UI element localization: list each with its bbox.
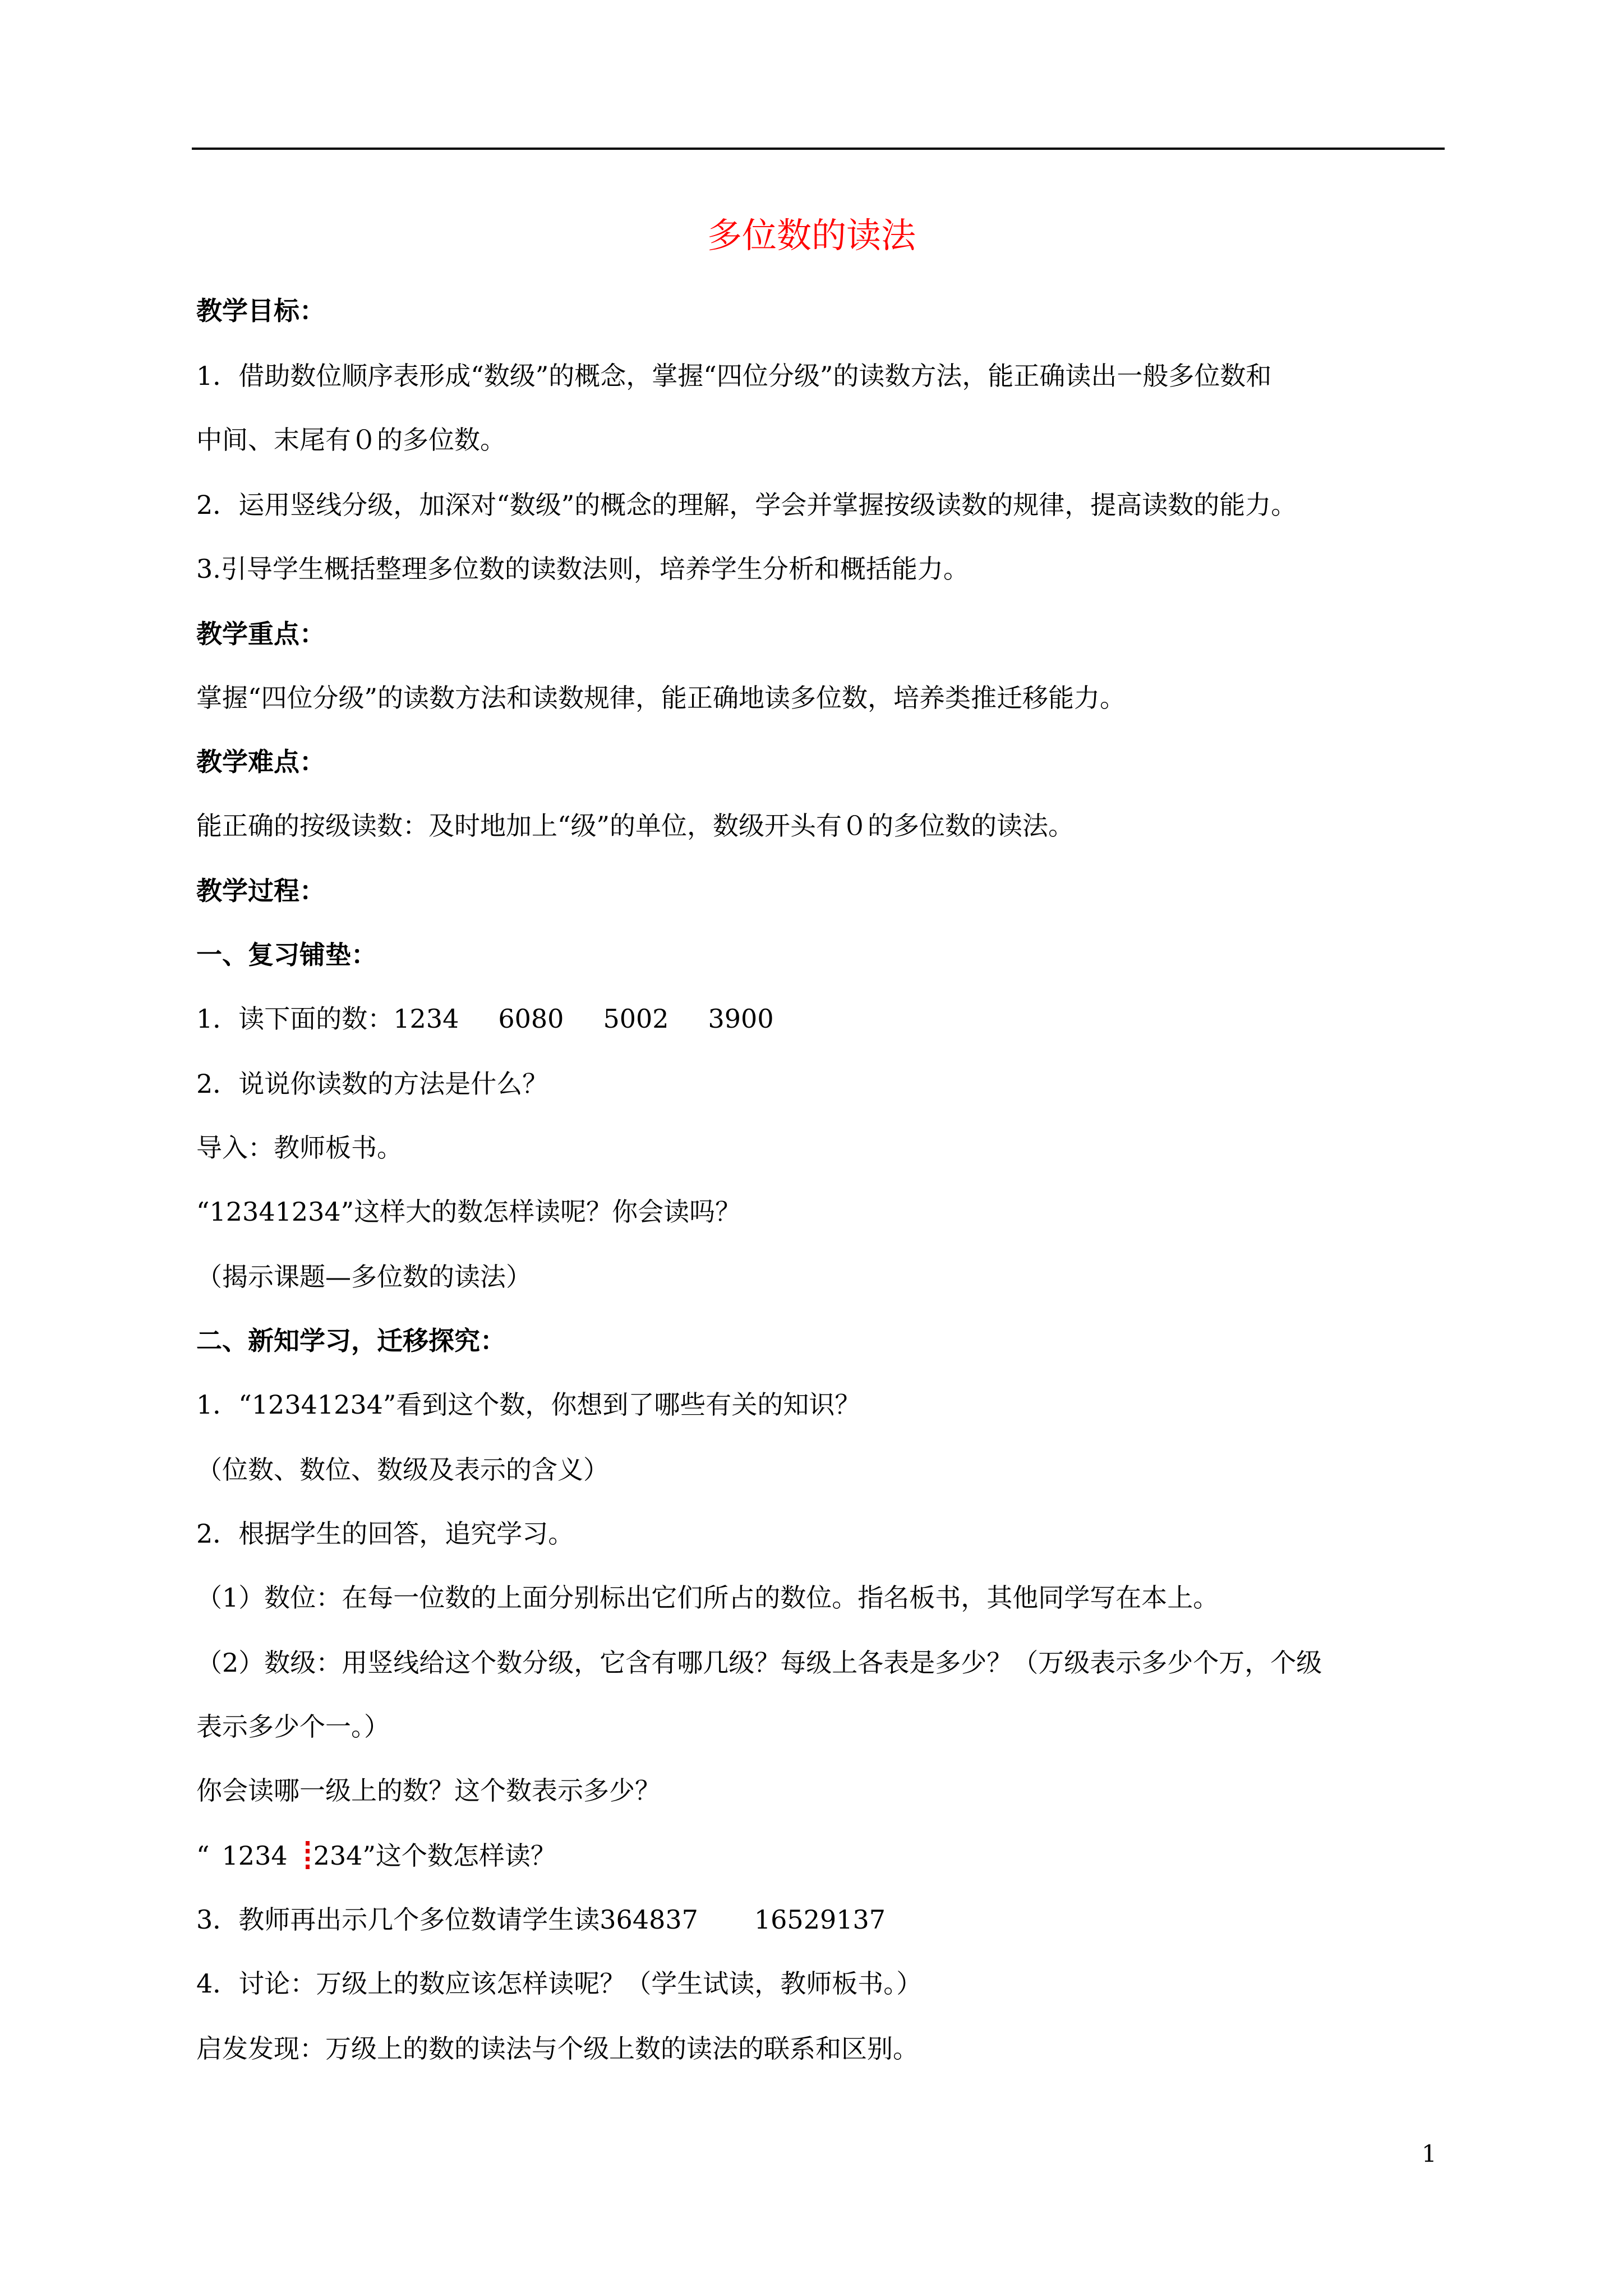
new-sub-item-1: （1）数位：在每一位数的上面分别标出它们所占的数位。指名板书，其他同学写在本上。 bbox=[196, 1582, 1219, 1613]
split-number-left: 1234 bbox=[222, 1841, 288, 1871]
reveal-topic: （揭示课题—多位数的读法） bbox=[196, 1262, 532, 1292]
split-number-line bbox=[196, 1838, 556, 1874]
new-item-1-note: （位数、数位、数级及表示的含义） bbox=[196, 1455, 609, 1485]
objectives-heading: 教学目标： bbox=[196, 296, 325, 326]
new-sub-item-2-line-2: 表示多少个一。） bbox=[196, 1711, 390, 1742]
new-item-4: 4．讨论：万级上的数应该怎样读呢？（学生试读，教师板书。） bbox=[196, 1968, 923, 1999]
header-rule bbox=[192, 148, 1445, 150]
new-sub-item-2-line-1: （2）数级：用竖线给这个数分级，它含有哪几级？每级上各表是多少？（万级表示多少个万，个级 bbox=[196, 1648, 1322, 1678]
example-number: 16529137 bbox=[754, 1904, 886, 1935]
review-number: 1234 bbox=[393, 1004, 459, 1034]
part-1-heading: 一、复习铺垫： bbox=[196, 940, 377, 970]
split-number-right: 234”这个数怎样读？ bbox=[313, 1841, 556, 1871]
discovery-text: 启发发现：万级上的数的读法与个级上数的读法的联系和区别。 bbox=[196, 2033, 919, 2064]
review-item-1 bbox=[196, 1001, 774, 1037]
page-number: 1 bbox=[1422, 2140, 1437, 2168]
objective-2: 2．运用竖线分级，加深对“数级”的概念的理解，学会并掌握按级读数的规律，提高读数的能力。 bbox=[196, 490, 1297, 520]
big-number-question: “12341234”这样大的数怎样读呢？你会读吗？ bbox=[196, 1197, 741, 1227]
review-item-2: 2．说说你读数的方法是什么？ bbox=[196, 1069, 548, 1099]
key-points-heading: 教学重点： bbox=[196, 619, 325, 649]
example-number: 364837 bbox=[600, 1904, 698, 1935]
difficulty-heading: 教学难点： bbox=[196, 747, 325, 777]
process-heading: 教学过程： bbox=[196, 876, 325, 906]
page-title: 多位数的读法 bbox=[707, 215, 916, 256]
new-item-3 bbox=[196, 1902, 886, 1938]
new-item-3-label: 3．教师再出示几个多位数请学生读 bbox=[196, 1904, 600, 1935]
key-points-text: 掌握“四位分级”的读数方法和读数规律，能正确地读多位数，培养类推迁移能力。 bbox=[196, 683, 1126, 713]
review-number: 3900 bbox=[708, 1004, 774, 1034]
new-item-1: 1．“12341234”看到这个数，你想到了哪些有关的知识？ bbox=[196, 1389, 861, 1420]
open-quote: “ bbox=[196, 1841, 210, 1871]
intro-text: 导入：教师板书。 bbox=[196, 1133, 403, 1163]
level-divider-mark bbox=[302, 1841, 312, 1869]
review-number: 6080 bbox=[498, 1004, 564, 1034]
objective-3: 3.引导学生概括整理多位数的读数法则，培养学生分析和概括能力。 bbox=[196, 554, 969, 584]
level-question: 你会读哪一级上的数？这个数表示多少？ bbox=[196, 1775, 661, 1806]
objective-1-line-2: 中间、末尾有０的多位数。 bbox=[196, 425, 506, 455]
review-item-1-label: 1．读下面的数： bbox=[196, 1004, 394, 1034]
difficulty-text: 能正确的按级读数：及时地加上“级”的单位，数级开头有０的多位数的读法。 bbox=[196, 811, 1075, 841]
new-item-2: 2．根据学生的回答，追究学习。 bbox=[196, 1519, 574, 1549]
objective-1-line-1: 1．借助数位顺序表形成“数级”的概念，掌握“四位分级”的读数方法，能正确读出一般多位数和 bbox=[196, 361, 1272, 391]
part-2-heading: 二、新知学习，迁移探究： bbox=[196, 1326, 506, 1356]
review-number: 5002 bbox=[603, 1004, 669, 1034]
